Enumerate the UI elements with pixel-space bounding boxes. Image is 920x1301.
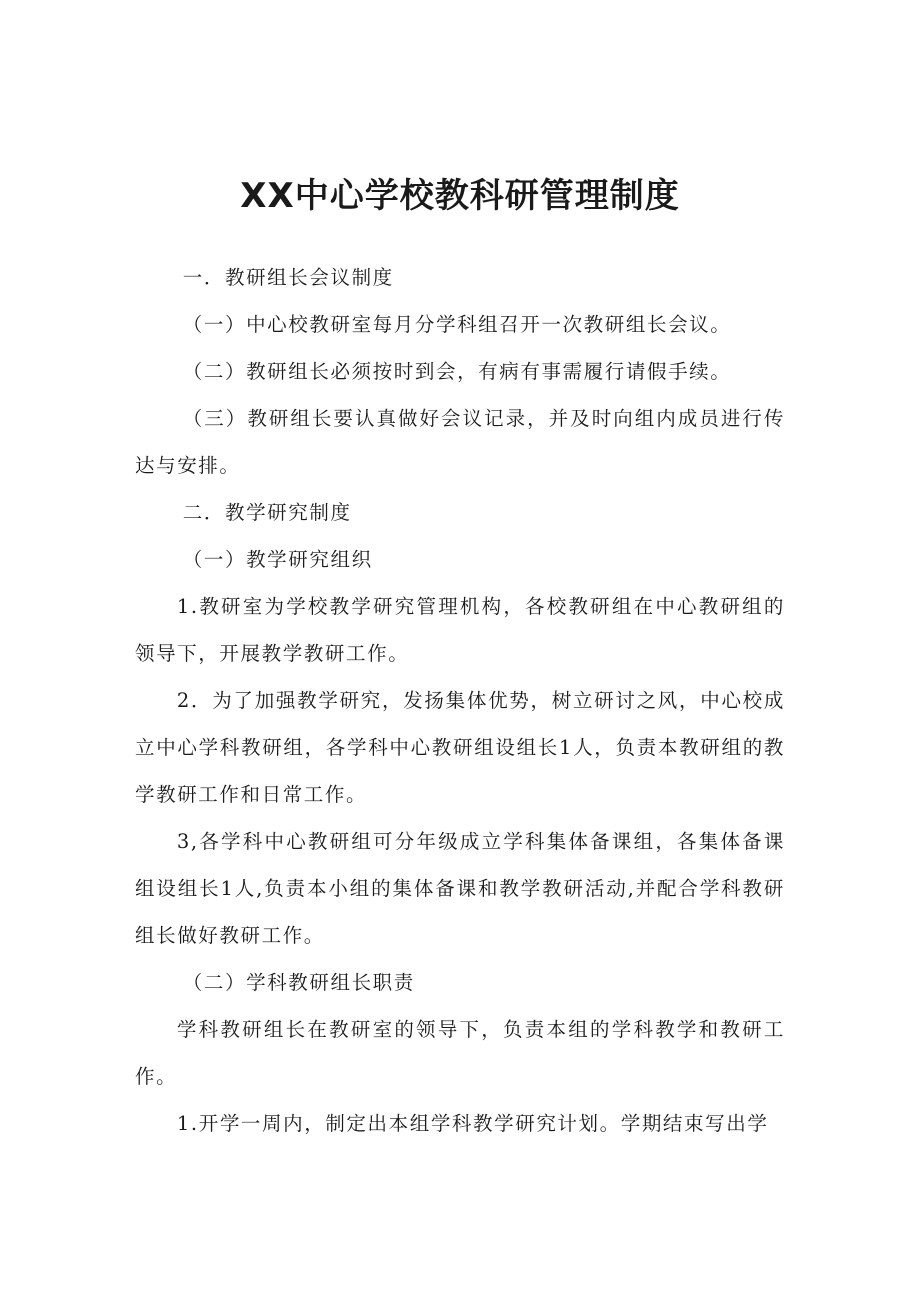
paragraph: （一）中心校教研室每月分学科组召开一次教研组长会议。 (182, 313, 732, 336)
section-heading: 二．教学研究制度 (182, 501, 352, 524)
paragraph: 学科教研组长在教研室的领导下，负责本组的学科教学和教研工作。 (135, 1018, 785, 1088)
paragraph: （二）教研组长必须按时到会，有病有事需履行请假手续。 (182, 360, 732, 383)
paragraph: 1.教研室为学校教学研究管理机构，各校教研组在中心教研组的领导下，开展教学教研工作。 (135, 595, 785, 665)
document-title: XX中心学校教科研管理制度 (240, 176, 680, 216)
section-heading: 一．教研组长会议制度 (182, 266, 394, 289)
subsection-heading: （一）教学研究组织 (182, 548, 373, 571)
paragraph: 1.开学一周内，制定出本组学科教学研究计划。学期结束写出学 (176, 1112, 769, 1135)
paragraph: （三）教研组长要认真做好会议记录，并及时向组内成员进行传达与安排。 (135, 407, 785, 477)
paragraph: 3,各学科中心教研组可分年级成立学科集体备课组，各集体备课组设组长1人,负责本小组的集体备课和教学教研活动,并配合学科教研组长做好教研工作。 (135, 830, 785, 947)
document-body (135, 254, 785, 1147)
paragraph: 2．为了加强教学研究，发扬集体优势，树立研讨之风，中心校成立中心学科教研组，各学科中心教研组设组长1人，负责本教研组的教学教研工作和日常工作。 (135, 689, 785, 806)
subsection-heading: （二）学科教研组长职责 (182, 971, 415, 994)
